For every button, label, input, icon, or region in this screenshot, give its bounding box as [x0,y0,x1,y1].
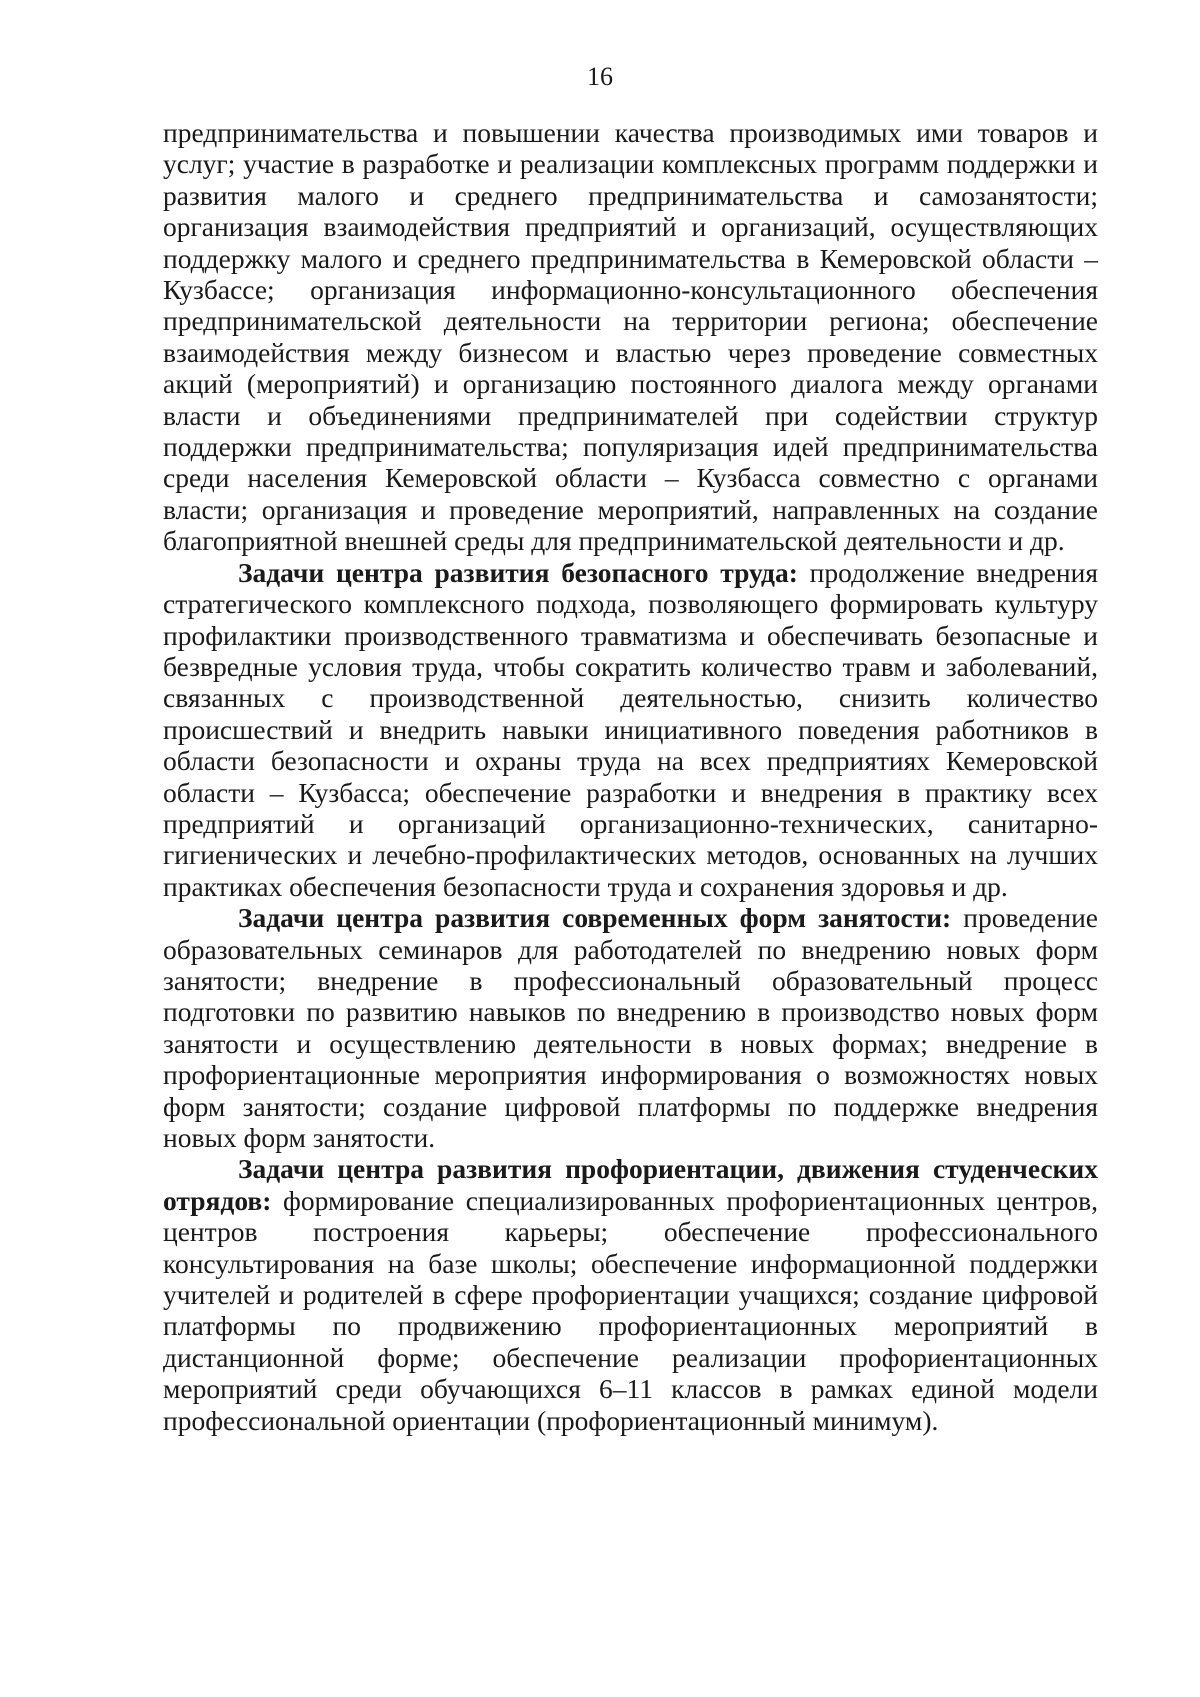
document-body [163,117,1098,1436]
paragraph-text: предпринимательства и повышении качества производимых ими товаров и услуг; участие в разработке и реализации комплексных программ поддержки и развития малого и среднего предпринимательства и самозанятости; организация взаимодействия предприятий и организаций, осуществляющих поддержку малого и среднего предпринимательства в Кемеровской области – Кузбассе; организация информационно-консультационного обеспечения предпринимательской деятельности на территории региона; обеспечение взаимодействия между бизнесом и властью через проведение совместных акций (мероприятий) и организацию постоянного диалога между органами власти и объединениями предпринимателей при содействии структур поддержки предпринимательства; популяризация идей предпринимательства среди населения Кемеровской области – Кузбасса совместно с органами власти; организация и проведение мероприятий, направленных на создание благоприятной внешней среды для предпринимательской деятельности и др. [163,117,1098,557]
paragraph-text: формирование специализированных профориентационных центров, центров построения карьеры; обеспечение профессионального консультирования на базе школы; обеспечение информационной поддержки учителей и родителей в сфере профориентации учащихся; создание цифровой платформы по продвижению профориентационных мероприятий в дистанционной форме; обеспечение реализации профориентационных мероприятий среди обучающихся 6–11 классов в рамках единой модели профессиональной ориентации (профориентационный минимум). [163,1184,1098,1436]
paragraph-safe-labor [163,557,1098,902]
paragraph-heading: Задачи центра развития профориентации, движения студенческих отрядов: [163,1153,1098,1216]
page-number: 16 [587,62,613,91]
paragraph-text: продолжение внедрения стратегического комплексного подхода, позволяющего формировать культуру профилактики производственного травматизма и обеспечивать безопасные и безвредные условия труда, чтобы сократить количество травм и заболеваний, связанных с производственной деятельностью, снизить количество происшествий и внедрить навыки инициативного поведения работников в области безопасности и охраны труда на всех предприятиях Кемеровской области – Кузбасса; обеспечение разработки и внедрения в практику всех предприятий и организаций организационно-технических, санитарно-гигиенических и лечебно-профилактических методов, основанных на лучших практиках обеспечения безопасности труда и сохранения здоровья и др. [163,556,1099,902]
paragraph-employment-forms [163,902,1098,1153]
paragraph-heading: Задачи центра развития современных форм занятости: [238,902,952,934]
paragraph-heading: Задачи центра развития безопасного труда: [238,556,798,588]
paragraph-career-guidance [163,1153,1098,1436]
paragraph-continuation [163,117,1098,557]
paragraph-text: проведение образовательных семинаров для работодателей по внедрению новых форм занятости; внедрение в профессиональный образовательный процесс подготовки по развитию навыков по внедрению в производство новых форм занятости и осуществлению деятельности в новых формах; внедрение в профориентационные мероприятия информирования о возможностях новых форм занятости; создание цифровой платформы по поддержке внедрения новых форм занятости. [163,902,1098,1153]
